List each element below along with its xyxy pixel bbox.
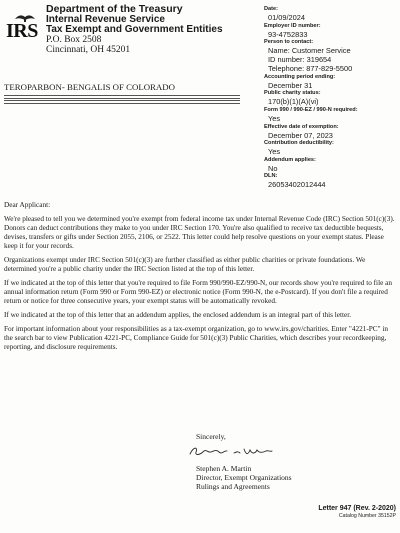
paragraph-resources: For important information about your responsibilities as a tax-exempt organization, go to www.irs.gov/charities. Enter "4221-PC" in the search bar to view Publication 4221-PC, Compliance Guide for 501(c)(3) Public Charities, which describes your recordkeeping, reporting, and disclosure requirements. (4, 325, 389, 352)
irs-logo-text: IRS (6, 20, 38, 42)
contact-label: Person to contact: (264, 39, 314, 46)
po-box: P.O. Box 2508 (46, 35, 102, 45)
signer-unit: Rulings and Agreements (196, 482, 270, 491)
signer-name: Stephen A. Martin (196, 464, 252, 473)
deductibility-label: Contribution deductibility: (264, 140, 334, 147)
paragraph-classification: Organizations exempt under IRC Section 501(c)(3) are further classified as either public charities or private foundations. We determined you're a public charity under the IRC Section listed at the top of this letter. (4, 256, 366, 274)
contact-name: Name: Customer Service (268, 46, 351, 56)
paragraph-addendum: If we indicated at the top of this letter that an addendum applies, the enclosed addendum is an integral part of this letter. (4, 311, 352, 320)
form-990-label: Form 990 / 990-EZ / 990-N required: (264, 106, 358, 113)
deductibility-value: Yes (268, 147, 281, 157)
signature-block (196, 432, 292, 491)
letter-body (4, 201, 398, 357)
paragraph-filing: If we indicated at the top of this letter that you're required to file Form 990/990-EZ/990-N, our records show you're required to file an annual information return (Form 990 or Form 990-EZ) or electronic notice (Form 990-N, the e-Postcard). If you don't file a required return or notice for three consecutive years, your exempt status will be automatically revoked. (4, 279, 392, 306)
redacted-address (4, 93, 240, 106)
addendum-label: Addendum applies: (264, 156, 316, 163)
date-label: Date: (264, 6, 278, 12)
effective-date-label: Effective date of exemption: (264, 123, 339, 130)
agency-name: Internal Revenue Service (46, 13, 165, 25)
city-address: Cincinnati, OH 45201 (46, 45, 131, 55)
dln-value: 26053402012444 (268, 180, 326, 190)
ein-value: 93-4752833 (268, 29, 308, 39)
dln-label: DLN: (264, 173, 278, 180)
letterhead (46, 4, 223, 55)
salutation: Dear Applicant: (4, 201, 51, 209)
accounting-period-label: Accounting period ending: (264, 73, 336, 80)
date-value: 01/09/2024 (268, 13, 305, 22)
letter-form-number: Letter 947 (Rev. 2-2020) (318, 505, 396, 512)
handwritten-signature (186, 443, 276, 459)
accounting-period-value: December 31 (268, 80, 313, 90)
charity-status-label: Public charity status: (264, 90, 321, 97)
irs-logo (6, 12, 42, 42)
ein-label: Employer ID number: (264, 22, 321, 29)
contact-id: ID number: 319654 (268, 55, 332, 65)
form-990-value: Yes (268, 113, 281, 123)
letter-info-column (264, 6, 398, 189)
letter-footer (318, 504, 396, 520)
signer-title: Director, Exempt Organizations (196, 473, 292, 482)
charity-status-value: 170(b)(1)(A)(vi) (268, 97, 319, 107)
paragraph-exemption: We're pleased to tell you we determined you're exempt from federal income tax under Internal Revenue Code (IRC) Section 501(c)(3). Donors can deduct contributions they make to you under IRC Section 170. You're also qualified to receive tax deductible bequests, devises, transfers or gifts under Section 2055, 2106, or 2522. This letter could help resolve questions on your exempt status. Please keep it for your records. (4, 215, 395, 250)
division-name: Tax Exempt and Government Entities (46, 23, 223, 35)
recipient-name: TEROPARBON- BENGALIS OF COLORADO (4, 82, 175, 92)
department-name: Department of the Treasury (46, 3, 183, 15)
catalog-number: Catalog Number 35152P (338, 513, 396, 519)
effective-date-value: December 07, 2023 (268, 130, 333, 140)
closing: Sincerely, (196, 432, 226, 441)
addendum-value: No (268, 163, 278, 173)
contact-phone: Telephone: 877-829-5500 (268, 64, 353, 74)
